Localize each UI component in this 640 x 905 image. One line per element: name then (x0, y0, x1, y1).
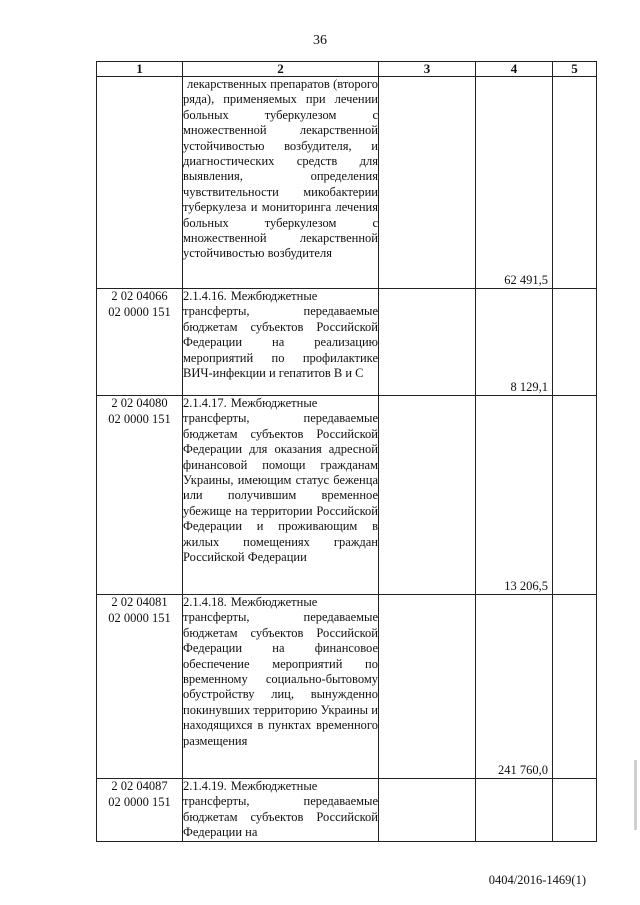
column-3-cell (379, 396, 476, 595)
table-row (97, 595, 597, 779)
item-number: 2.1.4.16. (183, 289, 227, 303)
budget-code-cell (97, 396, 183, 595)
description-cell (183, 289, 379, 396)
amount-cell: 13 206,5 (476, 396, 553, 595)
item-description: Межбюджетные трансферты, передаваемые бюджетам субъектов Российской Федерации на реализацию мероприятий по профилактике ВИЧ-инфекции и гепатитов В и С (183, 289, 378, 381)
budget-code-line1: 2 02 04081 (111, 595, 168, 609)
item-description: Межбюджетные трансферты, передаваемые бюджетам субъектов Российской Федерации для оказания адресной финансовой помощи гражданам Украины, имеющим статус беженца или получившим временное убежище на территории Российской Федерации и проживающим в жилых помещениях граждан Российской Федерации (183, 396, 378, 565)
column-3-cell (379, 77, 476, 289)
table-row (97, 396, 597, 595)
column-header-4: 4 (476, 62, 553, 77)
document-id: 0404/2016-1469(1) (488, 873, 586, 887)
column-header-1: 1 (97, 62, 183, 77)
description-cell (183, 77, 379, 289)
header-row (97, 62, 597, 77)
budget-code-line1: 2 02 04087 (111, 779, 168, 793)
column-header-5: 5 (553, 62, 597, 77)
budget-code-line2: 02 0000 151 (108, 794, 171, 809)
page-number: 36 (313, 33, 327, 48)
table-row (97, 77, 597, 289)
column-3-cell (379, 595, 476, 779)
description-cell (183, 595, 379, 779)
column-5-cell (553, 595, 597, 779)
budget-code-line2: 02 0000 151 (108, 411, 171, 426)
description-cell (183, 779, 379, 842)
budget-code-line2: 02 0000 151 (108, 610, 171, 625)
scan-edge-mark (634, 760, 637, 830)
item-number: 2.1.4.19. (183, 779, 227, 793)
column-3-cell (379, 289, 476, 396)
column-header-3: 3 (379, 62, 476, 77)
budget-code-line2: 02 0000 151 (108, 304, 171, 319)
budget-code-cell (97, 595, 183, 779)
table-row (97, 289, 597, 396)
amount-cell: 241 760,0 (476, 595, 553, 779)
budget-code-cell (97, 289, 183, 396)
item-number: 2.1.4.18. (183, 595, 227, 609)
description-cell (183, 396, 379, 595)
amount-cell (476, 779, 553, 842)
budget-code-line1: 2 02 04066 (111, 289, 168, 303)
item-description: Межбюджетные трансферты, передаваемые бюджетам субъектов Российской Федерации на (183, 779, 378, 840)
budget-code-cell (97, 779, 183, 842)
budget-code-cell (97, 77, 183, 289)
budget-code-line1: 2 02 04080 (111, 396, 168, 410)
budget-table (96, 61, 597, 842)
column-header-2: 2 (183, 62, 379, 77)
amount-cell: 8 129,1 (476, 289, 553, 396)
column-3-cell (379, 779, 476, 842)
amount-cell: 62 491,5 (476, 77, 553, 289)
column-5-cell (553, 77, 597, 289)
table-row (97, 779, 597, 842)
item-description: Межбюджетные трансферты, передаваемые бюджетам субъектов Российской Федерации на финансовое обеспечение мероприятий по временному социально-бытовому обустройству лиц, вынужденно покинувших территорию Украины и находящихся в пунктах временного размещения (183, 595, 378, 748)
column-5-cell (553, 779, 597, 842)
column-5-cell (553, 396, 597, 595)
column-5-cell (553, 289, 597, 396)
item-description: лекарственных препаратов (второго ряда), применяемых при лечении больных туберкулезом с множественной лекарственной устойчивостью возбудителя, и диагностических средств для выявления, определения чувствительности микобактерии туберкулеза и мониторинга лечения больных туберкулезом с множественной лекарственной устойчивостью возбудителя (183, 77, 378, 261)
item-number: 2.1.4.17. (183, 396, 227, 410)
